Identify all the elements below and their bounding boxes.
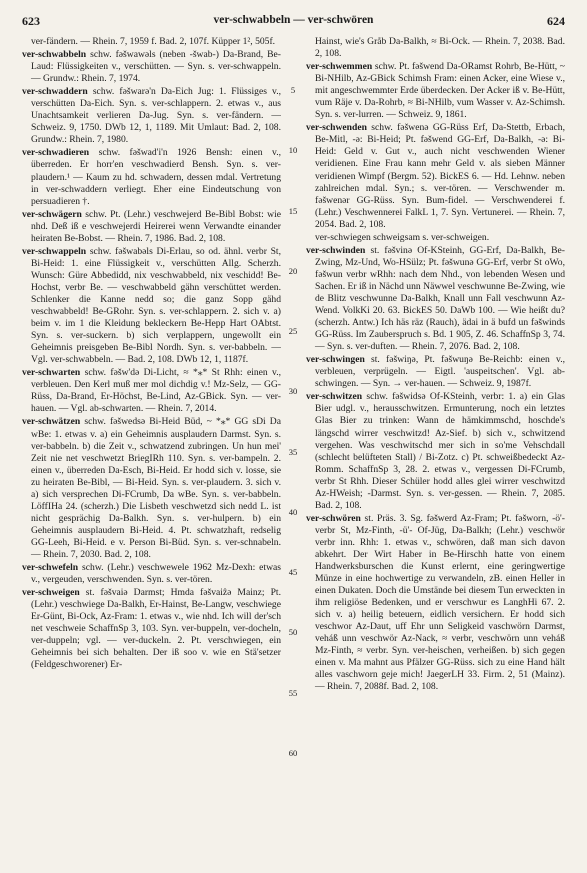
dictionary-entry (306, 61, 565, 121)
left-column (22, 36, 281, 866)
line-number: 25 (288, 326, 298, 337)
entry-headword: ver-schwätzen (22, 416, 81, 428)
dictionary-entry (22, 49, 281, 85)
entry-text: schw. fəšwabəls Di-Erlau, so od. ähnl. verbr St, Bi-Heid: 1. eine Flüssigkeit v., verschütten Allg. Scherzh. Wunsch: Güre Abbedidd, nix veschwabbeld, nix veschidd! Be-Hochst, verbr Be. — veschwabbeld gähn verschüttet werden. Schlenker die Kanne nedd so; die ganz Sopp gähd veschwabbeld! Be-GRohr. Syn. s. ver-schlappern. 2. sich v. a) beim v. im 1 die Kleidung bekleckern Be-Hepp Hart OAbtst. Syn. s. ver-suckern. b) sich verplappern, ungewollt ein Geheimnis preisgeben Be-Bibl Nordh. Syn. s. ver-babbeln. — Vgl. ver-schwabbeln. — Bad. 2, 108. DWb 12, 1, 1187f. (31, 245, 281, 366)
line-number: 30 (288, 386, 298, 397)
dictionary-entry (22, 416, 281, 561)
entry-headword: ver-schwenden (306, 122, 367, 134)
dictionary-entry (22, 147, 281, 207)
entry-headword: ver-schwören (306, 512, 361, 524)
dictionary-entry (306, 245, 565, 353)
dictionary-entry (306, 391, 565, 511)
entry-text: st. fəšwiŋə, Pt. fəšwuŋə Be-Reichb: einen v., verbleuen, verprügeln. — Eigtl. 'auspeitschen'. Vgl. ab-schwingen. — Syn. → ver-hauen. — Schweiz. 9, 1987f. (315, 354, 565, 390)
entry-text: st. fəšvinə Of-KSteinh, GG-Erf, Da-Balkh, Be-Zwing, Mz-Und, Wo-HSülz; Pt. fəšwunə GG-Erf, verbr St oWo, fəšwun verbr wRhh: nach dem Nhd., von lebenden Wesen und Sachen. Er iß in Nächd unn Näwwel veschwunne Be-Zwing, wie de Blitz veschwunne Da-Balkh, Knall unn Fall veschwunn Az-Wend. VolkKi 20. 63. BickES 50. DaWb 100. — Wie heißt du? (scherzh. Antw.) Ich häs räz (Rauch), ädai in ä bufd un fəšwinds GG-Rüss. Im Zauberspruch s. Bd. 1 905, Z. 46. SchaffnSp 3, 74. — Syn. s. ver-duften. — Rhein. 7, 2076. Bad. 2, 108. (315, 244, 565, 353)
entry-headword: ver-schweigen (22, 587, 80, 599)
entry-headword: ver-schwefeln (22, 562, 79, 574)
dictionary-entry (22, 246, 281, 366)
entry-headword: ver-schwinden (306, 244, 366, 256)
line-number: 50 (288, 627, 298, 638)
entry-text: schw. fəšw'də Di-Licht, ≈ *⁎* St Rhh: einen v., verbleuen. Den Kerl muß mer mol dichdig v.! Mz-Selz, — GG-Rüss, Da-Brand, Er-Höchst, Be-Lind, Az-GBick. Syn. — ver-hauen. — Vgl. ab-schwarten. — Rhein. 7, 2014. (31, 367, 281, 415)
dictionary-entry (22, 562, 281, 586)
line-number: 35 (288, 446, 298, 457)
entry-text: schw. (Lehr.) veschwewele 1962 Mz-Dexh: etwas v., vergeuden, verschwenden. Syn. s. ver-tören. (31, 562, 281, 586)
entry-text: schw. fəšwedsə Bi-Heid Büd, ~ *⁎* GG sDi Da wBe: 1. etwas v. a) ein Geheimnis ausplaudern Darmst. Syn. s. ver-babbeln. b) die Zeit v., schwatzend zubringen. Un hun mei' Zeit nie net veschwetzt BriegIRh 110. Syn. s. ver-bampeln. 2. einen v., überreden Da-Esch, Bi-Heid. Er hodd sich v. losse, sie zu heiraten Be-Bibl, — Bi-Heid. Syn. s. ver-plaudern. 3. sich v. a) sich versprechen Di-FCrumb, Da wBe. Syn. s. ver-babbeln. LöffIHa 24. (scherzh.) Die Lisbeth veschwetzd sich nedd L. ist nicht gesprächig Da-Balkh. Syn. s. ver-hulpern. b) ein Geheimnis ausplaudern Bi-Heid. 4. Pt. schwatzhaft, redselig GG-Leeh, Bi-Heid. e v. Person Bi-Büd. Syn. s. ver-schnabeln. — Rhein. 7, 2030. Bad. 2, 108. (31, 416, 281, 560)
dictionary-entry (22, 86, 281, 146)
entry-headword: ver-schwingen (306, 354, 365, 366)
line-number: 5 (290, 85, 296, 96)
line-number-gutter (282, 36, 304, 866)
dictionary-entry (22, 209, 281, 245)
entry-text: schw. fəšwidsə Of-KSteinh, verbr: 1. a) ein Glas Bier udgl. v., herausschwitzen. Ermunterung, noch ein letztes Glas Bier zu trinken: Wann de hämkimmschd, hoschde's längschd wirrer veschwitzd! Az-Sief. b) sich v., schwitzend vergehen. Was veschwitschd mer sich in so'me Vehschdall (schlecht belüfteten Stall) / Bi-Zotz. c) Pt. schweißbedeckt Az-Romm. SchaffnSp 3, 28. 2. etwas v., vergessen Di-FCrumb, verbr St Rhh. Dieser Schüler hodd alles glei wirrer veschwitzd Az-HWeish; -Darmst. Syn. s. ver-gessen. — Rhein. 7, 2085. Bad. 2, 108. (315, 391, 565, 511)
entry-text: schw. Pt. fəšwend Da-ORamst Rohrb, Be-Hütt, ~ Bi-NHilb, Az-GBick Schimsh Fram: einen Acker, eine Wiese v., mit angeschwemmter Erde überdecken. Der Acker iß v. Be-Hütt, vum Räje v. Da-Rohrb, ≈ Bi-NHilb, vum Wasser v. Az-Schimsh. Syn. s. ver-lurren. — Schweiz. 9, 1861. (315, 61, 565, 121)
entry-headword: ver-schwarten (22, 367, 81, 379)
dictionary-entry (22, 587, 281, 671)
entry-headword: ver-schwaddern (22, 86, 88, 98)
line-number: 10 (288, 145, 298, 156)
line-number: 40 (288, 506, 298, 517)
line-number: 20 (288, 265, 298, 276)
entry-text: schw. fəšwad'i'n 1926 Bensh: einen v., überreden. Er horr'en veschwadierd Bensh. Syn. s. ver-plaudern.¹ — Kaum zu hd. schwadern, dessen mdal. Vertretung in ver-schwaddern verliegt. Eher eine Eindeutschung von persuadieren †. (31, 147, 281, 207)
entry-text: ver-schwiegen schweigsam s. ver-schweigen. (315, 231, 490, 243)
entry-text: schw. Pt. (Lehr.) veschwejerd Be-Bibl Bobst: wie nhd. Deß iß e veschwejerdi Heirerei wenn Verwandte einander heiraten Be-Bobst. — Rhein. 7, 1986. Bad. 2, 108. (31, 208, 281, 244)
entry-headword: ver-schwappeln (22, 245, 87, 257)
right-column (306, 36, 565, 866)
dictionary-entry (306, 513, 565, 694)
page-number-left: 623 (22, 14, 40, 28)
entry-text: schw. fəšwarə'n Da-Eich Jug: 1. Flüssiges v., verschütten Da-Eich. Syn. s. ver-schlappern. 2. etwas v., aus Unachtsamkeit verlieren Da-Jug. Syn. s. ver-fändern. — Schweiz. 9, 1750. DWb 12, 1, 1189. Mit Umlaut: Bad. 2, 108. Grundw.: Rhein. 7, 1980. (31, 86, 281, 146)
dictionary-entry (306, 122, 565, 230)
entry-headword: ver-schwemmen (306, 61, 373, 73)
line-number: 60 (288, 747, 298, 758)
dictionary-entry (306, 232, 565, 244)
line-number: 45 (288, 567, 298, 578)
line-number: 15 (288, 205, 298, 216)
entry-text: Hainst, wie's Gråb Da-Balkh, ≈ Bi-Ock. — Rhein. 7, 2038. Bad. 2, 108. (315, 36, 565, 60)
entry-text: schw. fəšwenə GG-Rüss Erf, Da-Stettb, Erbach, Be-Mitl, -ǝ: Bi-Heid; Pt. fəšwend GG-Erf, Da-Balkh, -ǝ: Bi-Heid: Geld v. Gut v., auch nicht veschwenden Wiener veridienen. Eine Frau kann mehr Geld v. als sieben Männer veridienen Wimpf (Bergm. 52). BickES 6. — Hd. Lehnw. neben zahlreichen mdal. Syn.; s. ver-tören. — Verschwender m. fəšwenər GG-Rüss. Syn. Bum-fidel. — Verschwenderei f. (Lehr.) Veschwennerei FalkL 1, 7. Syn. Vertunerei. — Rhein. 7, 2054. Bad. 2, 108. (315, 122, 565, 230)
dictionary-entry (22, 36, 281, 48)
page-number-right: 624 (547, 14, 565, 28)
line-number: 55 (288, 687, 298, 698)
entry-headword: ver-schwadieren (22, 147, 90, 159)
entry-text: st. fəšvaiə Darmst; Hmda fəšvaiẑə Mainz; Pt. (Lehr.) veschwiege Da-Balkh, Er-Hainst, Be-Langw, veschwiege Er-Günt, Bi-Ock, Az-Fram: 1. etwas v., wie nhd. Ich will der'sch net veschweie SchaffnSp 3, 103. Syn. ver-buppeln, ver-docheln, ver-duppeln; vgl. — ver-duckeln. 2. Pt. verschwiegen, ein Geheimnis bei sich behalten. Der iß soo v. wie en Stä'setzer (Feldgeschworener) Er- (31, 587, 281, 671)
page-header (22, 14, 565, 30)
running-head: ver-schwabbeln — ver-schwören (213, 14, 374, 26)
entry-text: ver-fändern. — Rhein. 7, 1959 f. Bad. 2, 107f. Küpper 1², 505f. (31, 36, 276, 47)
entry-text: st. Präs. 3. Sg. fəšwerd Az-Fram; Pt. fəšworn, -ö'- verbr St, Mz-Finth, -ü'- Of-Jüg, Da-Balkh; (Lehr.) veschwör verbr inn. Rhh: 1. etwas v., schwören, daß man sich davon abkehrt. Der Wirt Haber in Be-Hirschh hatte von einem Handwerksburschen die Kunst erlernt, eine geringwertige Münze in eine hochwertige zu verwandeln, zB. einen Heller in einen Dukaten. Doch die Umstände bei diesem Tun erweckten in ihm religiöse Bedenken, und er verschwur es LanghHi 67. 2. sich v. a) heilig beteuern, eidlich versichern. Er hodd sich veschwor Az-Daut, uff Ehr unn Seligkeid vaschwörn Darmst, veháß unn veschwör Az-Nack, ≈ verbr, veschwörn unn veháß Mz-Finth, ≈ verbr. Syn. ver-heischen, verheißen. b) sich gegen einen v. Ma mahnt aus Pfälzer GG-Rüss. sich zu eine Hand hält alles vaschworn geje mich! JaegerLH 33. Firm. 2, 51 (Mainz). — Rhein. 7, 2088f. Bad. 2, 108. (315, 512, 565, 693)
entry-text: schw. fəšwawəls (neben -šwab-) Da-Brand, Be-Laud: Flüssigkeiten v., verschütten. — Syn. s. ver-schwappeln. — Grundw.: Rhein. 7, 1974. (31, 49, 281, 85)
entry-headword: ver-schwitzen (306, 391, 363, 403)
dictionary-entry (306, 354, 565, 390)
dictionary-entry (22, 367, 281, 415)
entry-headword: ver-schwabbeln (22, 49, 87, 61)
dictionary-entry (306, 36, 565, 60)
entry-headword: ver-schwägern (22, 208, 82, 220)
